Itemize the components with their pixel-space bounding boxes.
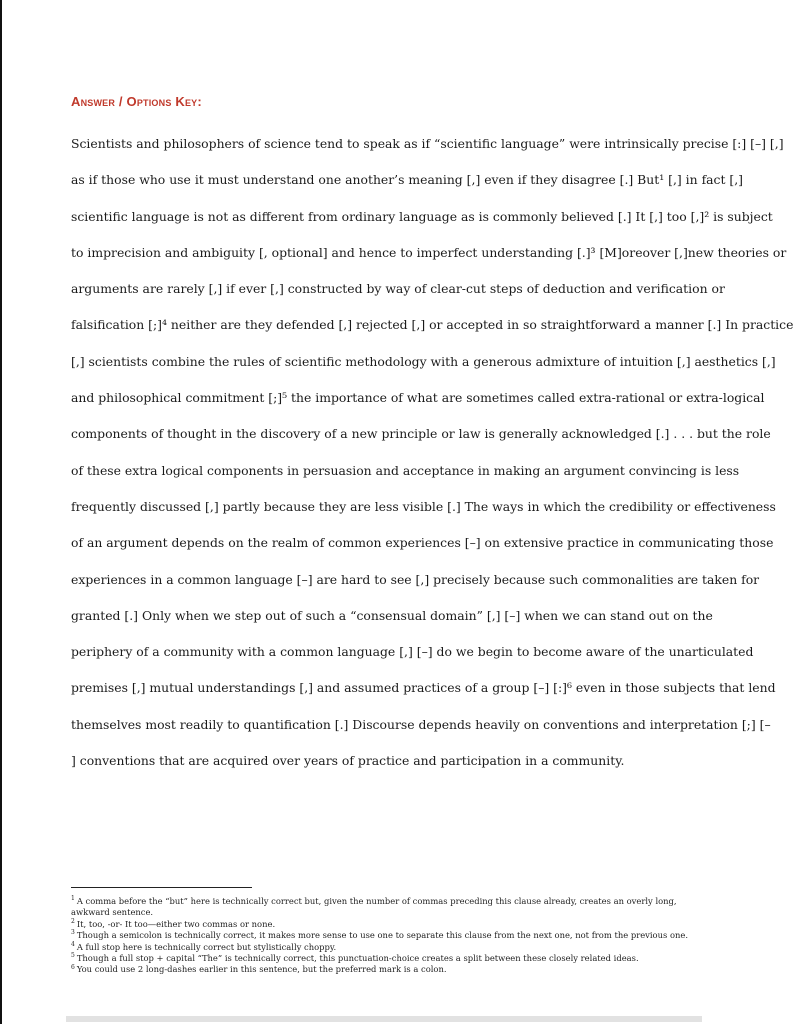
footnote-number: 5	[71, 952, 75, 960]
paragraph-line: scientific language is not as different from ordinary language as is commonly believed [.] It [,] too [,]² is subject	[71, 208, 773, 224]
paragraph-line: experiences in a common language [–] are hard to see [,] precisely because such commonalities are taken for	[71, 571, 760, 587]
footnote-text: A full stop here is technically correct but stylistically choppy.	[76, 941, 337, 952]
page-left-edge	[0, 0, 2, 1024]
paragraph-line: and philosophical commitment [;]⁵ the importance of what are sometimes called extra-rational or extra-logical	[71, 390, 765, 406]
paragraph-line: periphery of a community with a common language [,] [–] do we begin to become aware of the unarticulated	[71, 644, 754, 660]
footnote-text: Though a full stop + capital “The” is technically correct, this punctuation-choice creates a split between these closely related ideas.	[76, 953, 639, 964]
paragraph-line: of an argument depends on the realm of common experiences [–] on extensive practice in communicating those	[71, 535, 774, 551]
paragraph-line: frequently discussed [,] partly because they are less visible [.] The ways in which the credibility or effectiveness	[71, 498, 776, 514]
paragraph-line: Scientists and philosophers of science tend to speak as if “scientific language” were intrinsically precise [:] [–] [,]	[71, 136, 784, 151]
horizontal-scrollbar[interactable]	[66, 1016, 702, 1022]
footnote-text: Though a semicolon is technically correct, it makes more sense to use one to separate this clause from the next one, not from the previous one.	[76, 930, 689, 941]
footnote-number: 1	[71, 895, 75, 903]
paragraph-line: ] conventions that are acquired over years of practice and participation in a community.	[71, 753, 625, 769]
footnote-text: A comma before the “but” here is technically correct but, given the number of commas preceding this clause already, creates an overly long, awkward sentence.	[71, 896, 677, 918]
paragraph-line: themselves most readily to quantification [.] Discourse depends heavily on conventions and interpretation [;] [–	[71, 716, 771, 732]
paragraph-line: of these extra logical components in persuasion and acceptance in making an argument convincing is less	[71, 462, 740, 478]
paragraph-line: to imprecision and ambiguity [, optional] and hence to imperfect understanding [.]³ [M]oreover [,]new theories or	[71, 244, 787, 260]
footnote-number: 4	[71, 940, 75, 948]
paragraph-line: components of thought in the discovery of a new principle or law is generally acknowledged [.] . . . but the role	[71, 426, 771, 442]
footnote	[71, 930, 696, 941]
footnote	[71, 919, 696, 930]
footnote-number: 3	[71, 929, 75, 937]
footnote	[71, 964, 696, 975]
footnote	[71, 896, 696, 919]
answer-paragraph	[71, 126, 793, 779]
paragraph-line: falsification [;]⁴ neither are they defended [,] rejected [,] or accepted in so straightforward a manner [.] In practice	[71, 317, 793, 333]
paragraph-line: arguments are rarely [,] if ever [,] constructed by way of clear-cut steps of deduction and verification or	[71, 281, 725, 297]
footnote	[71, 953, 696, 964]
footnote-number: 6	[71, 963, 75, 971]
footnote-text: You could use 2 long-dashes earlier in this sentence, but the preferred mark is a colon.	[76, 964, 447, 975]
footnote	[71, 942, 696, 953]
footnotes	[71, 896, 696, 976]
footnote-text: It, too, -or- It too—either two commas or none.	[76, 918, 276, 929]
paragraph-line: [,] scientists combine the rules of scientific methodology with a generous admixture of intuition [,] aesthetics [,]	[71, 353, 776, 369]
section-heading: Answer / Options Key:	[71, 94, 202, 109]
paragraph-line: premises [,] mutual understandings [,] and assumed practices of a group [–] [:]⁶ even in those subjects that lend	[71, 680, 776, 696]
paragraph-line: granted [.] Only when we step out of such a “consensual domain” [,] [–] when we can stand out on the	[71, 607, 713, 623]
paragraph-line: as if those who use it must understand one another’s meaning [,] even if they disagree [.] But¹ [,] in fact [,]	[71, 172, 744, 188]
footnote-number: 2	[71, 918, 75, 926]
footnote-separator	[71, 887, 252, 888]
